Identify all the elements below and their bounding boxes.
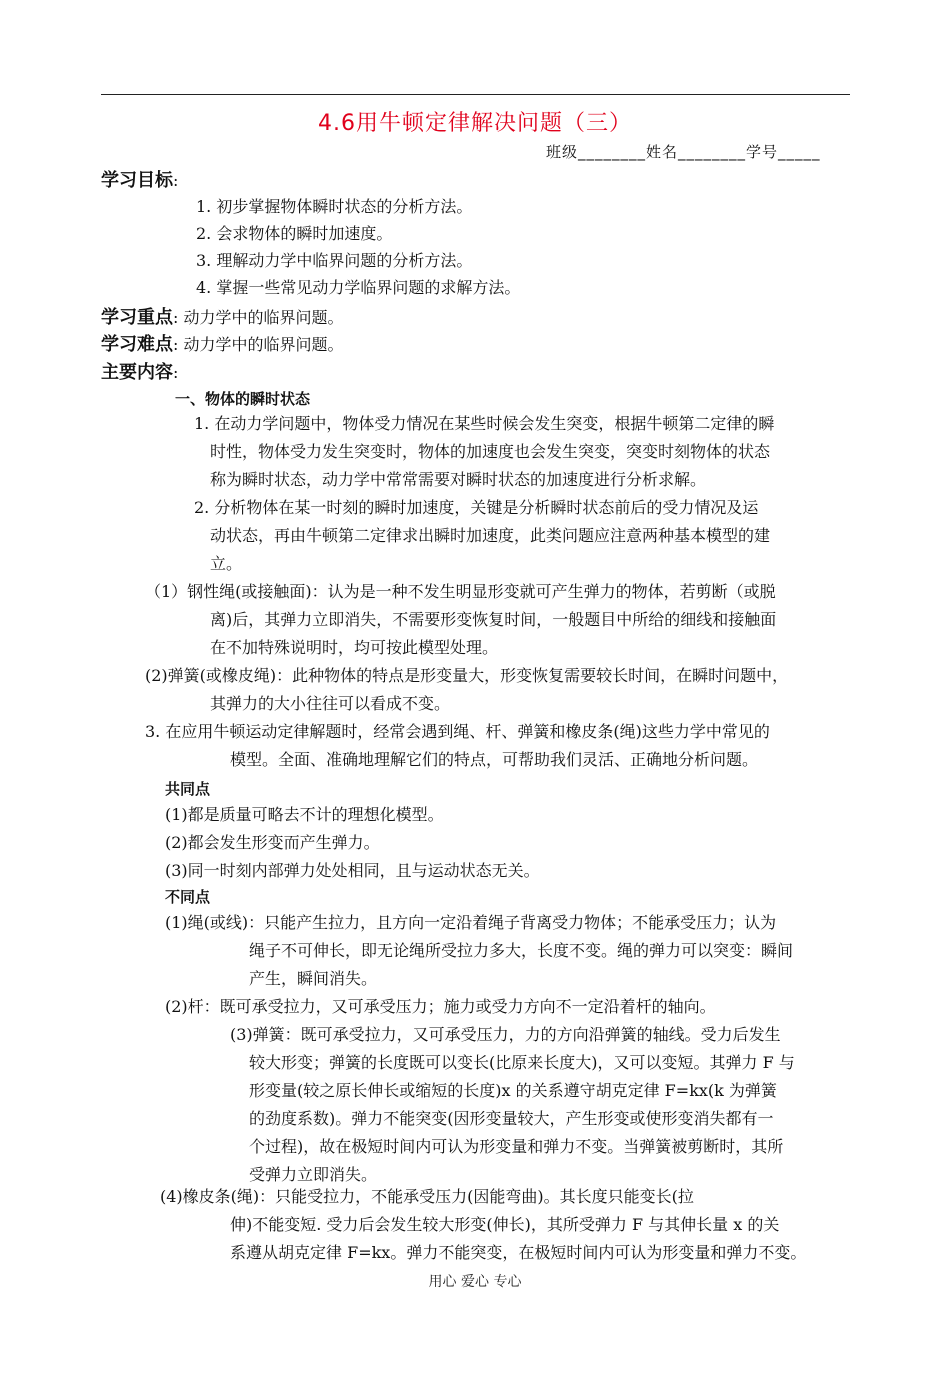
main-content-label: 主要内容 — [101, 362, 173, 383]
paragraph-line: 1. 在动力学问题中，物体受力情况在某些时候会发生突变，根据牛顿第二定律的瞬 — [194, 414, 775, 433]
difference-heading: 不同点 — [165, 888, 211, 906]
rope-line: 绳子不可伸长，即无论绳所受拉力多大，长度不变。绳的弹力可以突变：瞬间 — [249, 941, 794, 960]
spring-line: 形变量(较之原长伸长或缩短的长度)x 的关系遵守胡克定律 F=kx(k 为弹簧 — [249, 1081, 777, 1100]
class-name-id-line: 班级________姓名________学号_____ — [546, 143, 821, 161]
spring-line: 较大形变；弹簧的长度既可以变长(比原来长度大)，又可以变短。其弹力 F 与 — [249, 1053, 795, 1072]
rubber-line: (4)橡皮条(绳)：只能受拉力，不能承受压力(因能弯曲)。其长度只能变长(拉 — [160, 1187, 694, 1206]
common-item: (2)都会发生形变而产生弹力。 — [165, 833, 380, 852]
objective-item: 2. 会求物体的瞬时加速度。 — [196, 224, 393, 243]
focus-label: 学习重点 — [101, 307, 173, 328]
rubber-line: 伸)不能变短. 受力后会发生较大形变(伸长)，其所受弹力 F 与其伸长量 x 的关 — [230, 1215, 780, 1234]
objective-item: 3. 理解动力学中临界问题的分析方法。 — [196, 251, 473, 270]
rubber-line: 系遵从胡克定律 F=kx。弹力不能突变，在极短时间内可认为形变量和弹力不变。 — [230, 1243, 807, 1262]
paragraph-line: 2. 分析物体在某一时刻的瞬时加速度，关键是分析瞬时状态前后的受力情况及运 — [194, 498, 759, 517]
paragraph-line: 动状态，再由牛顿第二定律求出瞬时加速度，此类问题应注意两种基本模型的建 — [210, 526, 771, 545]
spring-line: 受弹力立即消失。 — [249, 1165, 378, 1184]
model-line: 其弹力的大小往往可以看成不变。 — [210, 694, 451, 713]
objective-item: 4. 掌握一些常见动力学临界问题的求解方法。 — [196, 278, 521, 297]
objectives-label: 学习目标 — [101, 170, 173, 191]
common-item: (1)都是质量可略去不计的理想化模型。 — [165, 805, 444, 824]
rope-line: (1)绳(或线)：只能产生拉力，且方向一定沿着绳子背离受力物体；不能承受压力；认为 — [165, 913, 777, 932]
difficulty-text: : 动力学中的临界问题。 — [173, 335, 344, 354]
header-rule — [101, 94, 850, 95]
focus-text: : 动力学中的临界问题。 — [173, 308, 344, 327]
page-footer: 用心 爱心 专心 — [428, 1274, 522, 1290]
section-heading: 一、物体的瞬时状态 — [175, 390, 311, 408]
objective-item: 1. 初步掌握物体瞬时状态的分析方法。 — [196, 197, 473, 216]
spring-line: (3)弹簧：既可承受拉力，又可承受压力，力的方向沿弹簧的轴线。受力后发生 — [230, 1025, 781, 1044]
spring-line: 的劲度系数)。弹力不能突变(因形变量较大，产生形变或使形变消失都有一 — [249, 1109, 774, 1128]
difficulty-line — [101, 330, 343, 359]
document-title: 4.6用牛顿定律解决问题（三） — [318, 111, 632, 136]
model-line: （1）钢性绳(或接触面)：认为是一种不发生明显形变就可产生弹力的物体，若剪断（或脱 — [145, 582, 776, 601]
common-heading: 共同点 — [165, 780, 211, 798]
model-line: 在不加特殊说明时，均可按此模型处理。 — [210, 638, 499, 657]
objectives-heading: 学习目标: — [101, 170, 179, 191]
main-content-heading: 主要内容: — [101, 362, 179, 383]
paragraph-line: 称为瞬时状态，动力学中常常需要对瞬时状态的加速度进行分析求解。 — [210, 470, 707, 489]
paragraph-line: 3. 在应用牛顿运动定律解题时，经常会遇到绳、杆、弹簧和橡皮条(绳)这些力学中常见的 — [145, 722, 770, 741]
spring-line: 个过程)，故在极短时间内可认为形变量和弹力不变。当弹簧被剪断时，其所 — [249, 1137, 784, 1156]
paragraph-line: 时性，物体受力发生突变时，物体的加速度也会发生突变，突变时刻物体的状态 — [210, 442, 771, 461]
model-line: (2)弹簧(或橡皮绳)：此种物体的特点是形变量大，形变恢复需要较长时间，在瞬时问题中， — [145, 666, 789, 685]
paragraph-line: 模型。全面、准确地理解它们的特点，可帮助我们灵活、正确地分析问题。 — [230, 750, 759, 769]
rod-line: (2)杆：既可承受拉力，又可承受压力；施力或受力方向不一定沿着杆的轴向。 — [165, 997, 716, 1016]
focus-line — [101, 303, 343, 332]
difficulty-label: 学习难点 — [101, 334, 173, 355]
rope-line: 产生，瞬间消失。 — [249, 969, 378, 988]
paragraph-line: 立。 — [210, 554, 243, 573]
model-line: 离)后，其弹力立即消失，不需要形变恢复时间，一般题目中所给的细线和接触面 — [210, 610, 777, 629]
common-item: (3)同一时刻内部弹力处处相同，且与运动状态无关。 — [165, 861, 540, 880]
